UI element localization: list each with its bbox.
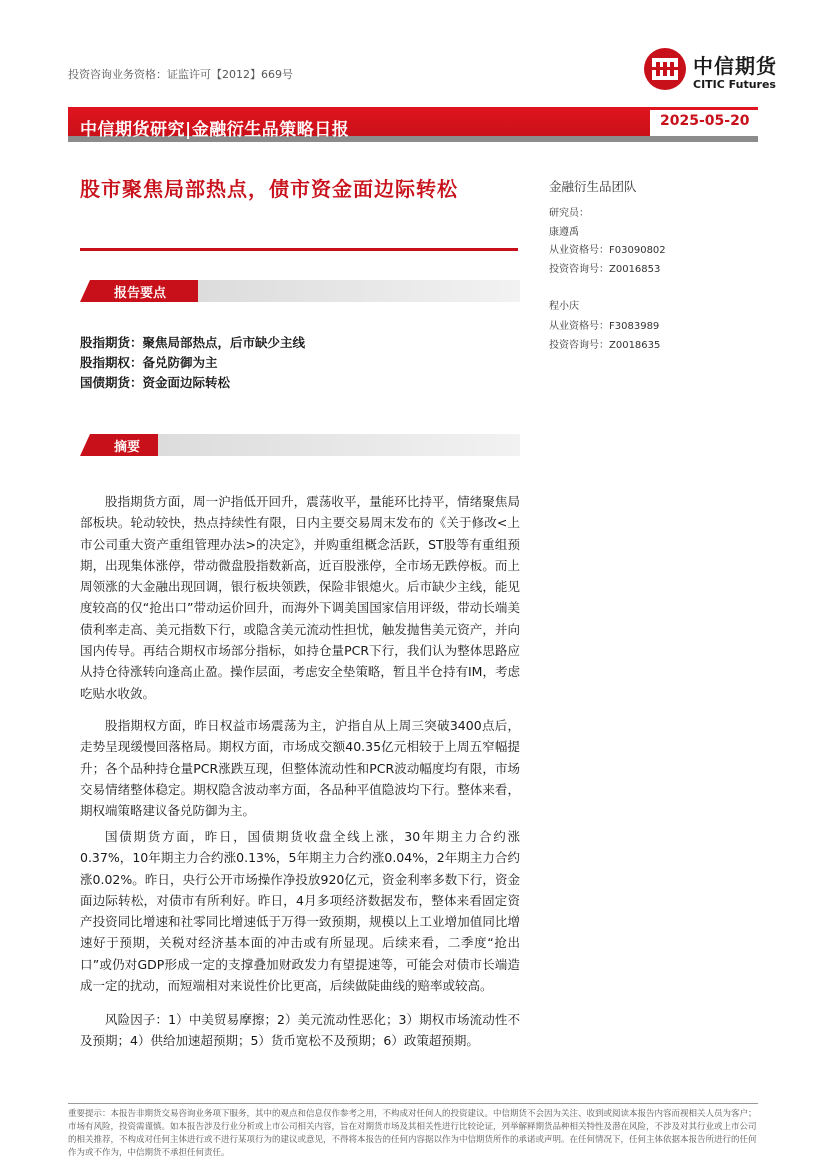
banner-title: 中信期货研究|金融衍生品策略日报 — [80, 120, 350, 140]
paragraph-index-options: 股指期权方面，昨日权益市场震荡为主，沪指自从上周三突破3400点后，走势呈现缓慢回落格局。期权方面，市场成交额40.35亿元相较于上周五窄幅提升；各个品种持仓量PCR涨跌互现，但整体流动性和PCR波动幅度均有限，市场交易情绪整体稳定。期权隐含波动率方面，各品种平值隐波均下行。整体来看，期权端策略建议备兑防御为主。 — [80, 718, 520, 819]
paragraph-risk-factors: 风险因子：1）中美贸易摩擦；2）美元流动性恶化；3）期权市场流动性不及预期；4）供给加速超预期；5）货币宽松不及预期；6）政策超预期。 — [80, 1012, 520, 1049]
key-points-label: 报告要点 — [114, 286, 167, 301]
analyst-name: 康遵禹 — [549, 227, 579, 238]
researcher-label: 研究员： — [549, 208, 589, 219]
headline-divider — [80, 248, 518, 251]
key-point-1: 股指期货：聚焦局部热点，后市缺少主线 — [80, 335, 306, 350]
team-name: 金融衍生品团队 — [549, 179, 637, 194]
license-text: 投资咨询业务资格：证监许可【2012】669号 — [68, 68, 293, 81]
analyst-cert: 从业资格号：F03090802 — [549, 245, 666, 256]
summary-label: 摘要 — [114, 440, 141, 455]
logo-text-en: CITIC Futures — [693, 78, 776, 91]
key-point-3: 国债期货：资金面边际转松 — [80, 375, 231, 390]
section-bar-summary — [80, 434, 520, 456]
analyst-name: 程小庆 — [549, 301, 579, 312]
citic-logo-icon — [642, 46, 688, 92]
analyst-cert: 从业资格号：F3083989 — [549, 321, 660, 332]
paragraph-bond-futures: 国债期货方面，昨日，国债期货收盘全线上涨，30年期主力合约涨0.37%，10年期主力合约涨0.13%，5年期主力合约涨0.04%，2年期主力合约涨0.02%。昨日，央行公开市场操作净投放920亿元，资金利率多数下行，资金面边际转松，对债市有所利好。昨日，4月多项经济数据发布，整体来看固定资产投资同比增速和社零同比增速低于万得一致预期，规模以上工业增加值同比增速好于预期，关税对经济基本面的冲击或有所显现。后续来看，二季度“抢出口”或仍对GDP形成一定的支撑叠加财政发力有望提速等，可能会对债市长端造成一定的扰动，而短端相对来说性价比更高，后续做陡曲线的赔率或较高。 — [80, 829, 520, 994]
section-bar-key-points — [80, 280, 520, 302]
logo-text-cn: 中信期货 — [693, 54, 777, 78]
paragraph-index-futures: 股指期货方面，周一沪指低开回升，震荡收平，量能环比持平，情绪聚焦局部板块。轮动较快，热点持续性有限，日内主要交易周末发布的《关于修改<上市公司重大资产重组管理办法>的决定》，并购重组概念活跃，ST股等有重组预期，出现集体涨停，带动微盘股指数新高，近百股涨停，全市场无跌停板。而上周领涨的大金融出现回调，银行板块领跌，保险非银熄火。后市缺少主线，能见度较高的仅“抢出口”带动运价回升，而海外下调美国国家信用评级，带动长端美债利率走高、美元指数下行，或隐含美元流动性担忧，触发抛售美元资产，并向国内传导。再结合期权市场部分指标，如持仓量PCR下行，我们认为整体思路应从持仓待涨转向逢高止盈。操作层面，考虑安全垫策略，暂且半仓持有IM，考虑吃贴水收敛。 — [80, 494, 520, 701]
analyst-advisory: 投资咨询号：Z0016853 — [549, 264, 661, 275]
headline: 股市聚焦局部热点，债市资金面边际转松 — [80, 177, 458, 201]
footer-divider — [68, 1103, 758, 1104]
disclaimer: 重要提示：本报告非期货交易咨询业务项下服务，其中的观点和信息仅作参考之用，不构成对任何人的投资建议。中信期货不会因为关注、收到或阅读本报告内容而视相关人员为客户；市场有风险，投资需谨慎。如本报告涉及行业分析或上市公司相关内容，旨在对期货市场及其相关性进行比较论证，列举解释期货品种相关特性及潜在风险，不涉及对其行业或上市公司的相关推荐，不构成对任何主体进行或不进行某项行为的建议或意见，不得将本报告的任何内容据以作为中信期货所作的承诺或声明。在任何情况下，任何主体依据本报告所进行的任何作为或不作为，中信期货不承担任何责任。 — [68, 1109, 757, 1158]
analyst-advisory: 投资咨询号：Z0018635 — [549, 340, 661, 351]
key-point-2: 股指期权：备兑防御为主 — [80, 355, 218, 370]
report-date: 2025-05-20 — [660, 113, 750, 129]
